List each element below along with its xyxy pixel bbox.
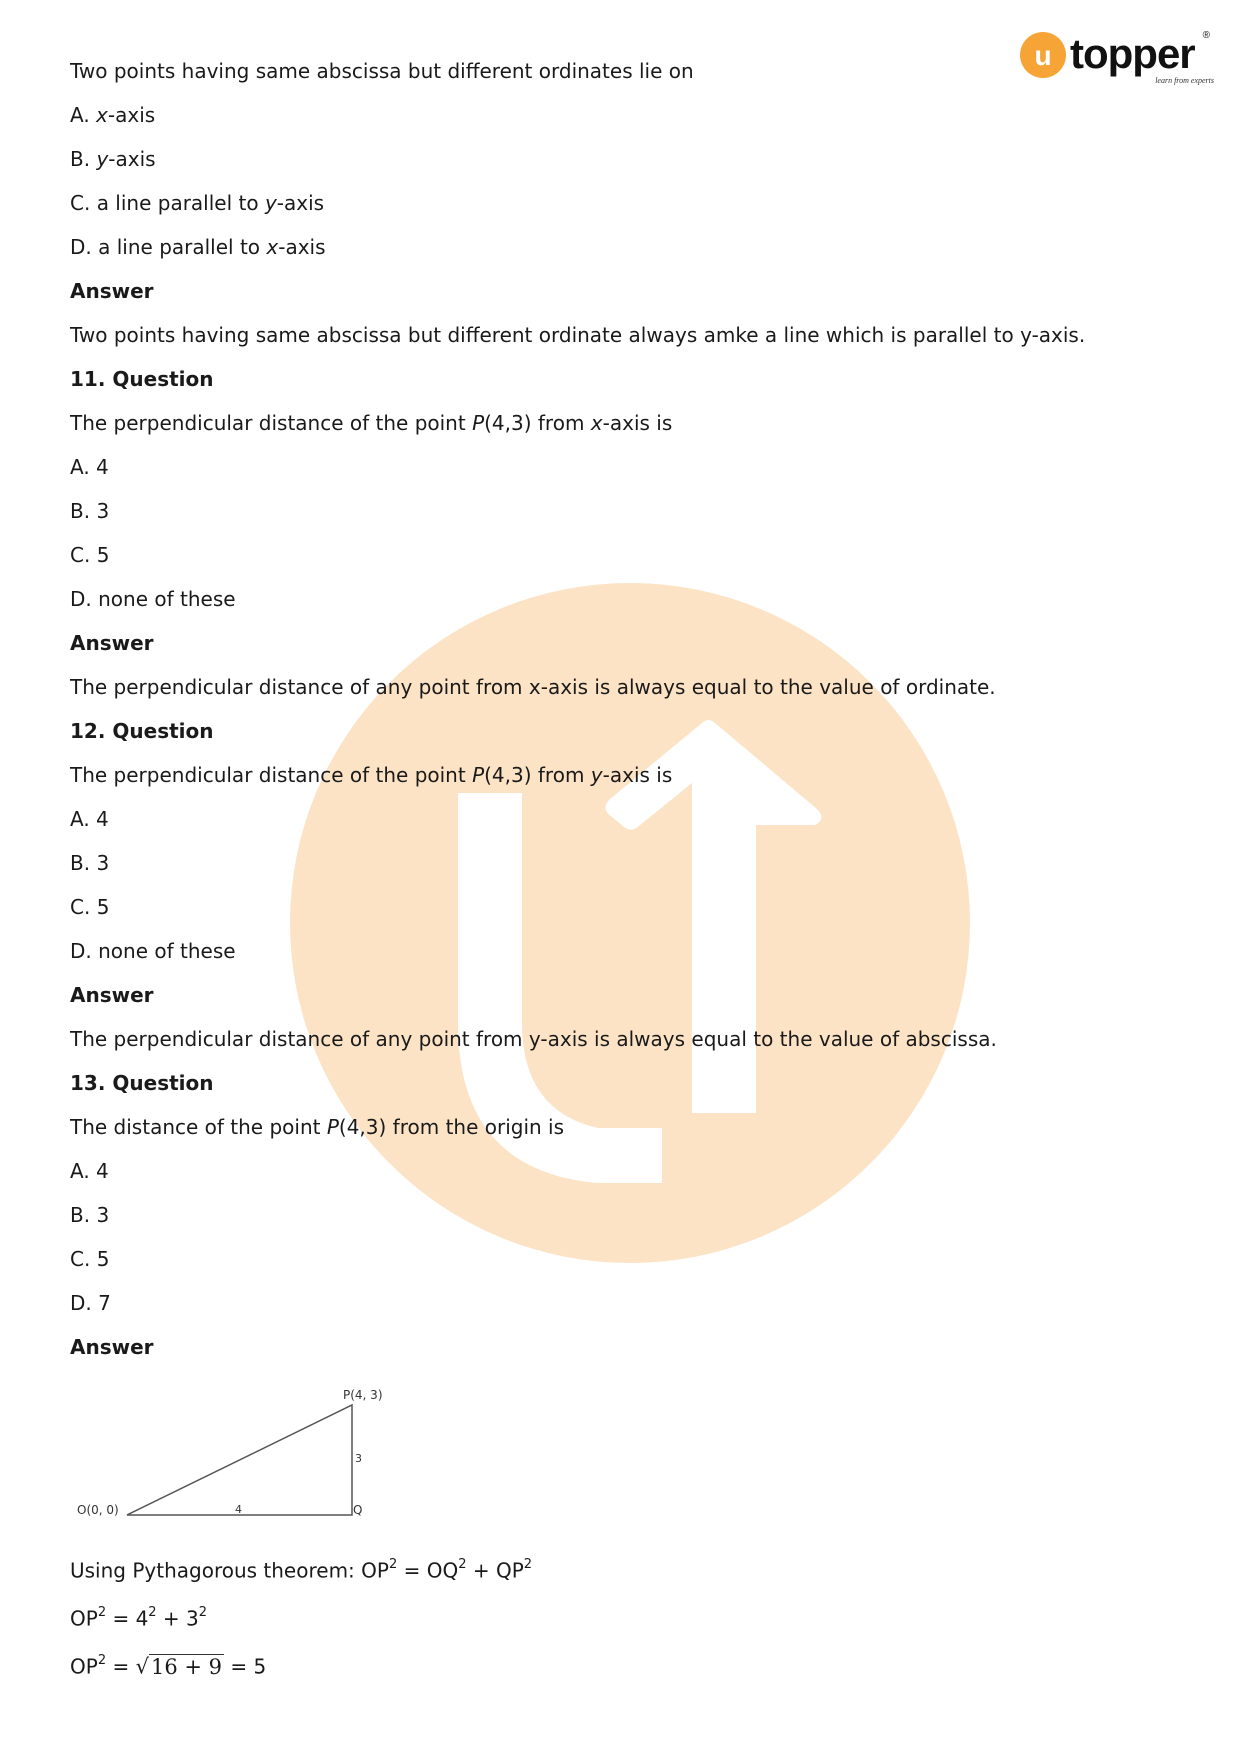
logo-letter: u bbox=[1034, 40, 1052, 71]
q12-option-a: A. 4 bbox=[70, 807, 109, 831]
logo-tagline: learn from experts bbox=[1155, 76, 1214, 85]
q13-option-d: D. 7 bbox=[70, 1291, 111, 1315]
intro-option-a: A. x-axis bbox=[70, 103, 156, 127]
base-length-label: 4 bbox=[235, 1503, 242, 1516]
intro-option-b: B. y-axis bbox=[70, 147, 156, 171]
q13-heading: 13. Question bbox=[70, 1071, 214, 1095]
logo-wordmark: topper bbox=[1070, 30, 1195, 77]
topper-logo bbox=[1018, 28, 1218, 88]
q13-solution-line3: $OP^2 = √16 + 9 = 5$ bbox=[70, 1653, 267, 1679]
q13-option-a: A. 4 bbox=[70, 1159, 109, 1183]
intro-option-d: D. a line parallel to x-axis bbox=[70, 235, 326, 259]
height-length-label: 3 bbox=[355, 1452, 362, 1465]
q11-question: The perpendicular distance of the point P(4,3) from x-axis is bbox=[70, 411, 673, 435]
q11-option-c: C. 5 bbox=[70, 543, 110, 567]
registered-mark: ® bbox=[1202, 30, 1210, 41]
q11-answer-text: The perpendicular distance of any point from x-axis is always equal to the value of ordinate. bbox=[70, 675, 996, 699]
q13-option-c: C. 5 bbox=[70, 1247, 110, 1271]
q11-answer-label: Answer bbox=[70, 631, 154, 655]
q11-option-a: A. 4 bbox=[70, 455, 109, 479]
q12-option-d: D. none of these bbox=[70, 939, 236, 963]
intro-answer-text: Two points having same abscissa but different ordinate always amke a line which is parallel to y-axis. bbox=[70, 323, 1086, 347]
q12-option-c: C. 5 bbox=[70, 895, 110, 919]
intro-question: Two points having same abscissa but different ordinates lie on bbox=[70, 59, 694, 83]
q13-answer-label: Answer bbox=[70, 1335, 154, 1359]
q12-heading: 12. Question bbox=[70, 719, 214, 743]
q13-solution-line1: Using Pythagorous theorem: $OP^2 = OQ^2 + QP^2$ bbox=[70, 1557, 533, 1583]
point-q-label: Q bbox=[353, 1503, 363, 1517]
intro-answer-label: Answer bbox=[70, 279, 154, 303]
q13-question: The distance of the point P(4,3) from the origin is bbox=[70, 1115, 565, 1139]
q12-question: The perpendicular distance of the point P(4,3) from y-axis is bbox=[70, 763, 673, 787]
q13-option-b: B. 3 bbox=[70, 1203, 110, 1227]
right-triangle-diagram bbox=[70, 1385, 400, 1530]
q11-option-d: D. none of these bbox=[70, 587, 236, 611]
point-o-label: O(0, 0) bbox=[77, 1503, 119, 1517]
q11-heading: 11. Question bbox=[70, 367, 214, 391]
point-p-label: P(4, 3) bbox=[343, 1388, 383, 1402]
triangle-shape bbox=[127, 1405, 352, 1515]
q12-option-b: B. 3 bbox=[70, 851, 110, 875]
intro-option-c: C. a line parallel to y-axis bbox=[70, 191, 325, 215]
square-root-expression: √16 + 9 bbox=[135, 1654, 222, 1679]
q12-answer-text: The perpendicular distance of any point from y-axis is always equal to the value of abscissa. bbox=[70, 1027, 997, 1051]
q11-option-b: B. 3 bbox=[70, 499, 110, 523]
q13-solution-line2: $OP^2 = 4^2 + 3^2$ bbox=[70, 1605, 208, 1631]
q12-answer-label: Answer bbox=[70, 983, 154, 1007]
